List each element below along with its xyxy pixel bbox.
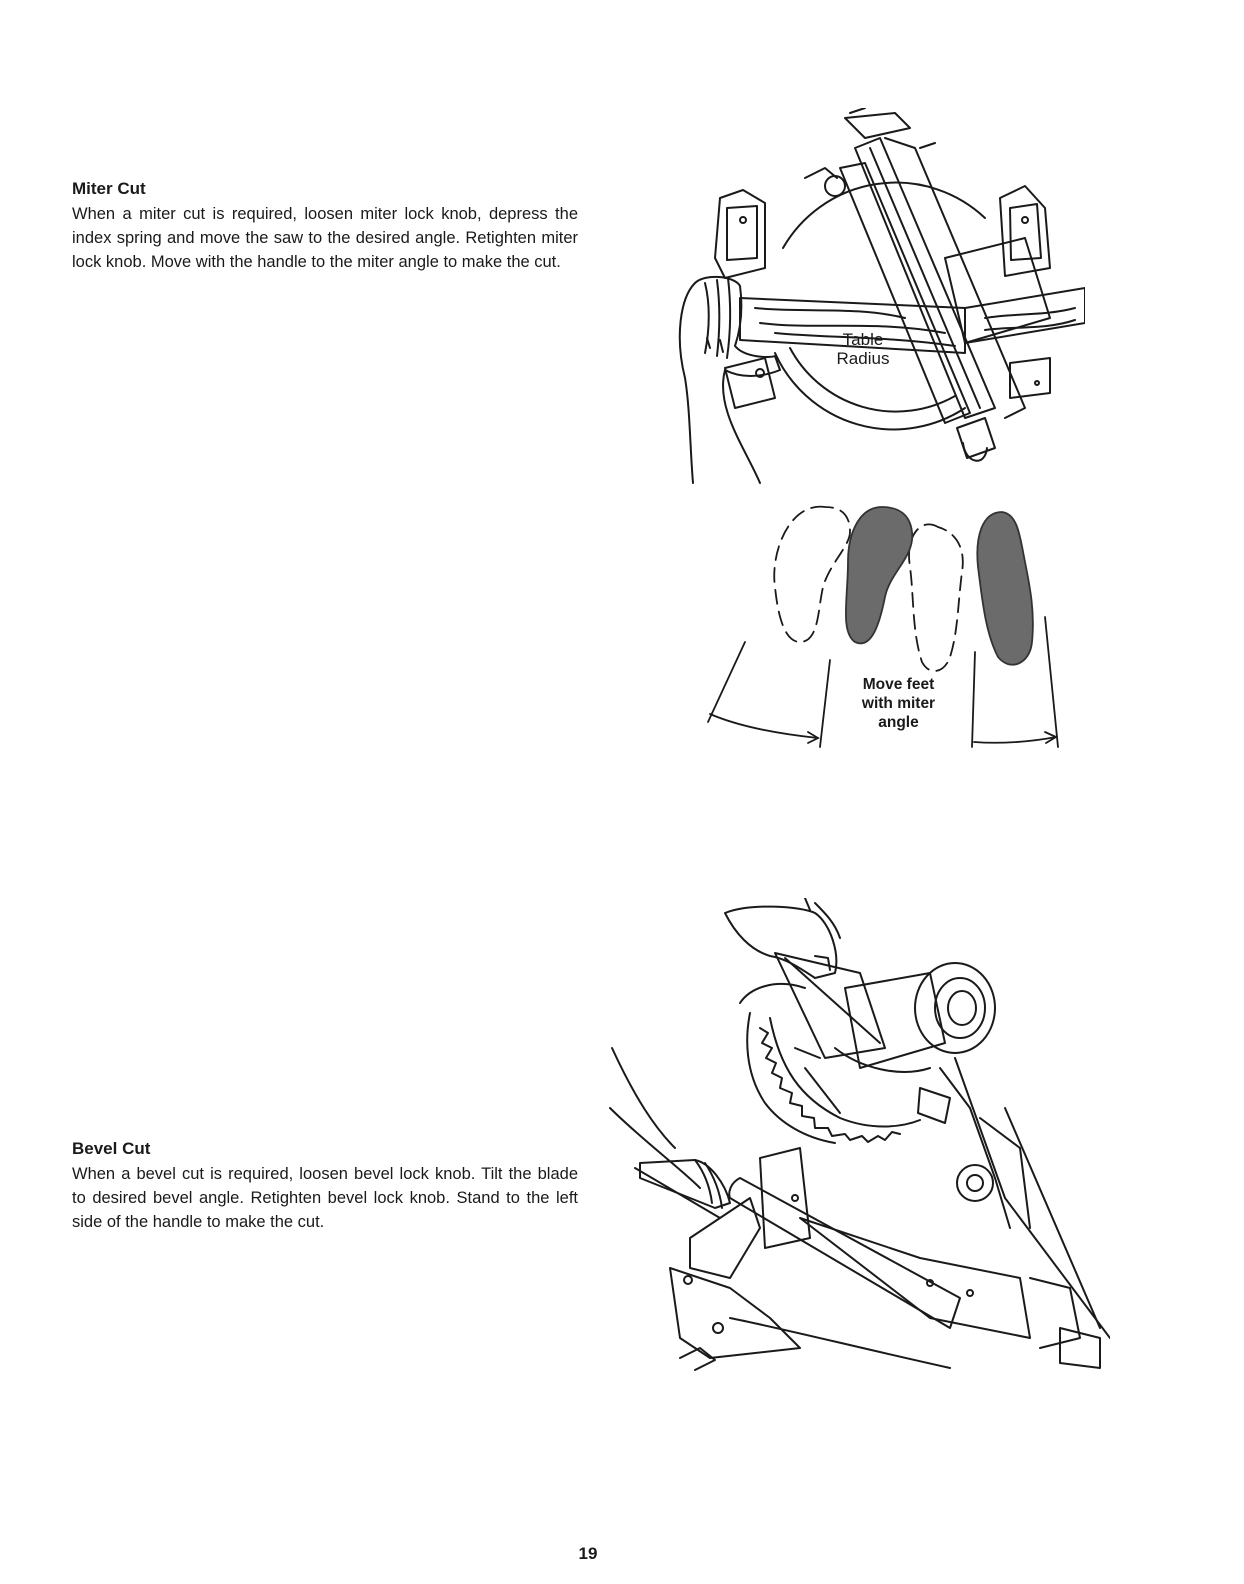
table-radius-line2: Radius xyxy=(836,349,890,368)
move-feet-line1: Move feet xyxy=(862,676,935,693)
table-radius-line1: Table xyxy=(842,330,884,349)
bevel-cut-section xyxy=(72,1138,578,1234)
miter-cut-heading: Miter Cut xyxy=(72,179,146,198)
move-feet-line3: angle xyxy=(878,714,919,731)
bevel-cut-heading: Bevel Cut xyxy=(72,1139,151,1158)
move-feet-label xyxy=(836,675,961,732)
page-number: 19 xyxy=(578,1544,598,1563)
miter-cut-section xyxy=(72,178,578,274)
bevel-cut-body: When a bevel cut is required, loosen bevel lock knob. Tilt the blade to desired bevel angle. Retighten bevel lock knob. Stand to the left side of the handle to make the cut. xyxy=(72,1165,578,1231)
bevel-cut-illustration xyxy=(600,898,1110,1378)
miter-cut-body: When a miter cut is required, loosen miter lock knob, depress the index spring and move the saw to the desired angle. Retighten miter lock knob. Move with the handle to the miter angle to make the cut. xyxy=(72,205,578,271)
move-feet-line2: with miter xyxy=(861,695,936,712)
miter-saw-illustration xyxy=(665,108,1085,488)
table-radius-label xyxy=(818,330,908,368)
